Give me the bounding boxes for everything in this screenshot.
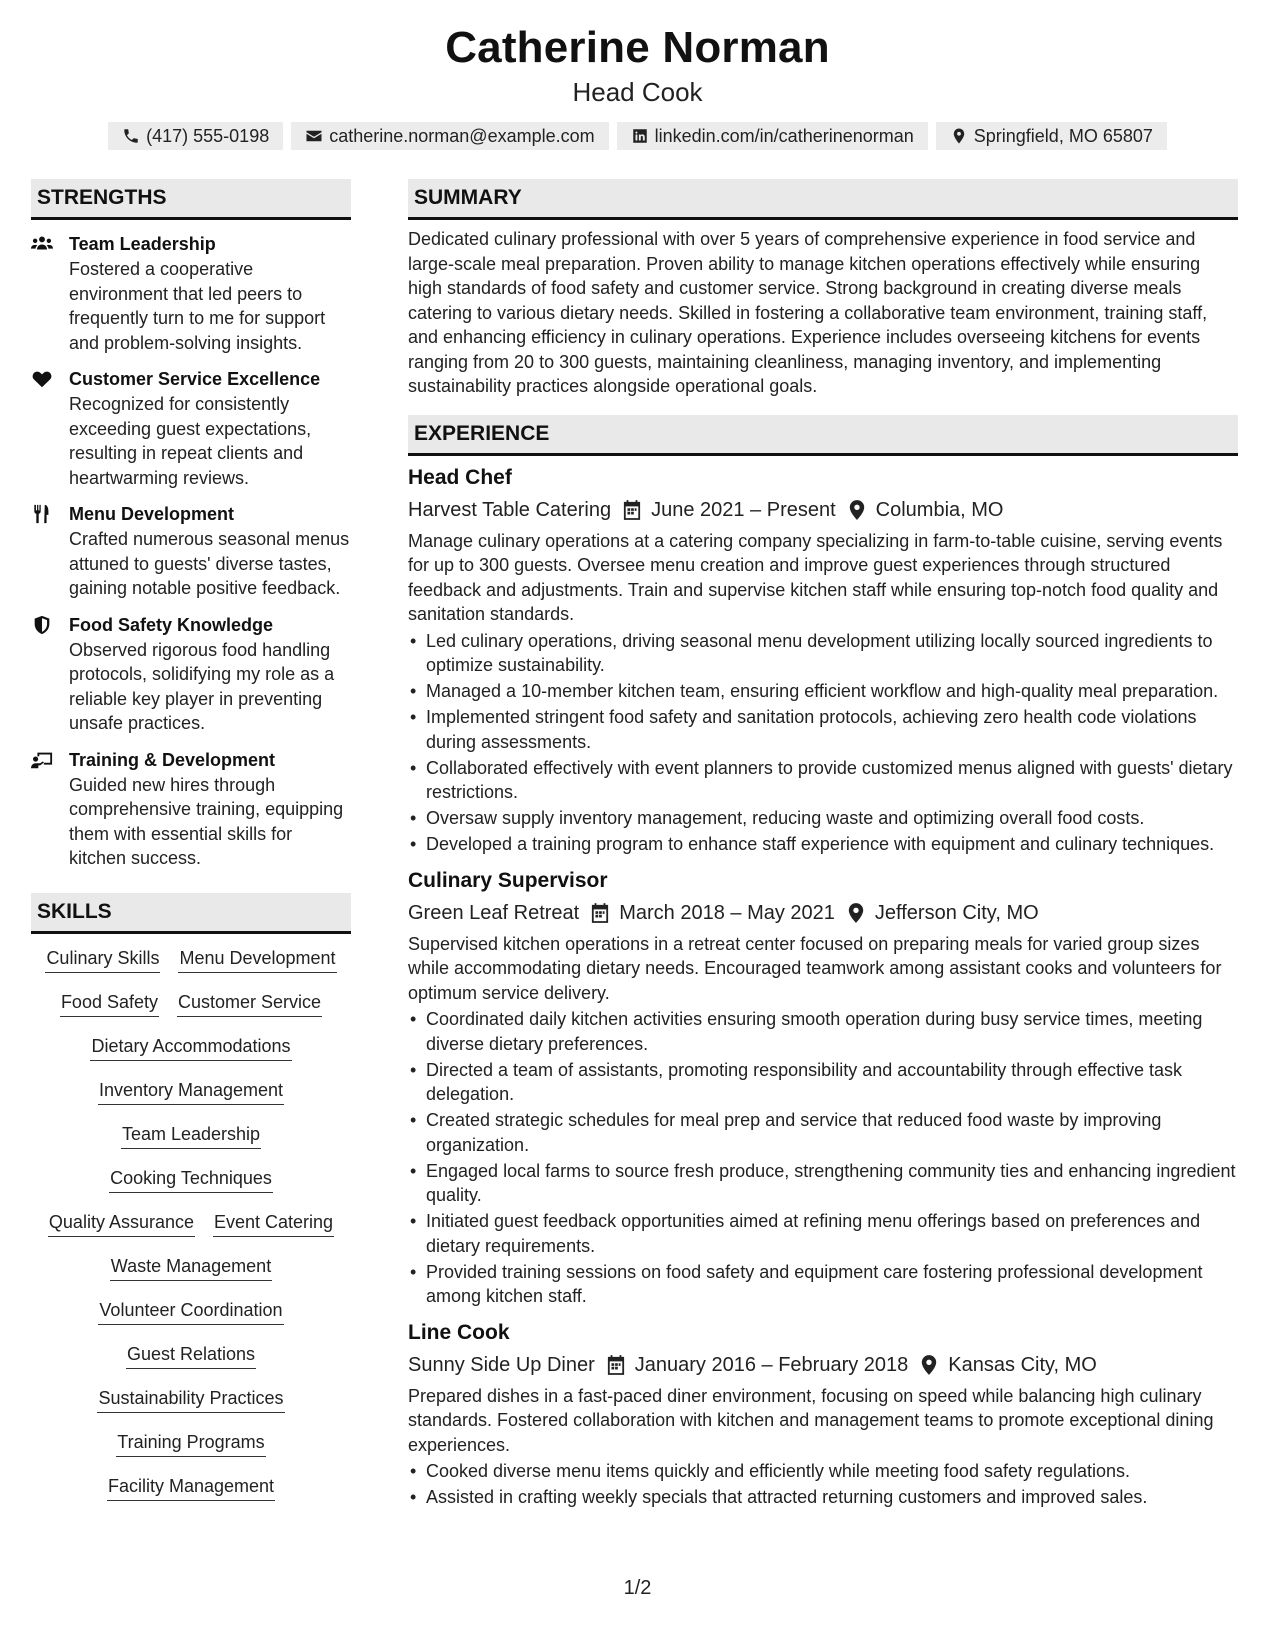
strength-name: Menu Development bbox=[69, 504, 235, 524]
strength-item bbox=[31, 502, 351, 601]
skill-tag: Quality Assurance bbox=[48, 1210, 195, 1237]
linkedin-icon bbox=[631, 127, 649, 145]
strength-desc: Observed rigorous food handling protocols, solidifying my role as a reliable key player in preventing unsafe practices. bbox=[69, 639, 335, 733]
summary-text: Dedicated culinary professional with over 5 years of comprehensive experience in food service and large-scale meal preparation. Proven ability to manage kitchen operations effectively while ensuring high standards of food safety and customer service. Strong background in creating diverse meals catering to various dietary needs. Skilled in fostering a collaborative team environment, training staff, and enhancing efficiency in culinary operations. Experience includes overseeing kitchens for events ranging from 20 to 300 guests, maintaining cleanliness, managing inventory, and implementing sustainability practices alongside operational goals. bbox=[408, 229, 1208, 396]
bullet-item: • Developed a training program to enhance staff experience with equipment and culinary techniques. bbox=[408, 832, 1238, 857]
left-column bbox=[31, 179, 351, 1518]
bullet-item: • Provided training sessions on food safety and equipment care fostering professional development among kitchen staff. bbox=[408, 1260, 1238, 1309]
shield-icon bbox=[31, 615, 53, 635]
location-text: Springfield, MO 65807 bbox=[973, 125, 1153, 146]
skills-list bbox=[31, 934, 351, 1518]
contact-email[interactable] bbox=[291, 122, 608, 150]
linkedin-text[interactable]: linkedin.com/in/catherinenorman bbox=[654, 125, 914, 146]
bullet-item: • Coordinated daily kitchen activities ensuring smooth operation during busy service times, meeting diverse dietary preferences. bbox=[408, 1007, 1238, 1056]
map-marker-icon bbox=[847, 903, 865, 923]
job-dates: January 2016 – February 2018 bbox=[634, 1353, 909, 1376]
skill-tag: Inventory Management bbox=[98, 1078, 284, 1105]
map-marker-icon bbox=[848, 500, 866, 520]
candidate-title: Head Cook bbox=[572, 77, 703, 107]
job-location: Kansas City, MO bbox=[948, 1353, 1097, 1376]
bullet-item: • Collaborated effectively with event planners to provide customized menus aligned with guests' dietary restrictions. bbox=[408, 756, 1238, 805]
job-entry bbox=[408, 867, 1238, 1309]
job-bullets bbox=[408, 1459, 1238, 1510]
heart-icon bbox=[31, 369, 53, 389]
job-dates: June 2021 – Present bbox=[651, 498, 836, 521]
page-number: 1/2 bbox=[623, 1577, 652, 1599]
strength-name: Customer Service Excellence bbox=[69, 369, 321, 389]
skill-tag: Volunteer Coordination bbox=[98, 1298, 283, 1325]
calendar-icon bbox=[607, 1355, 625, 1375]
strength-desc: Recognized for consistently exceeding guest expectations, resulting in repeat clients and heartwarming reviews. bbox=[69, 394, 312, 488]
chalkboard-teacher-icon bbox=[31, 750, 53, 770]
job-meta bbox=[408, 898, 1238, 928]
job-title: Line Cook bbox=[408, 1320, 510, 1344]
summary-heading: SUMMARY bbox=[408, 179, 1238, 220]
job-bullets bbox=[408, 629, 1238, 857]
skills-heading: SKILLS bbox=[31, 893, 351, 934]
skill-tag: Customer Service bbox=[177, 990, 322, 1017]
skill-tag: Dietary Accommodations bbox=[90, 1034, 291, 1061]
strengths-heading: STRENGTHS bbox=[31, 179, 351, 220]
skill-tag: Sustainability Practices bbox=[97, 1386, 284, 1413]
job-company: Harvest Table Catering bbox=[408, 498, 612, 521]
strength-desc: Crafted numerous seasonal menus attuned to guests' diverse tastes, gaining notable positive feedback. bbox=[69, 529, 350, 598]
map-marker-icon bbox=[950, 127, 968, 145]
job-entry bbox=[408, 1319, 1238, 1510]
bullet-item: • Directed a team of assistants, promoting responsibility and accountability through effective task delegation. bbox=[408, 1058, 1238, 1107]
strength-name: Food Safety Knowledge bbox=[69, 614, 274, 635]
job-location: Columbia, MO bbox=[875, 498, 1004, 521]
contact-phone bbox=[108, 122, 283, 150]
candidate-name: Catherine Norman bbox=[445, 23, 830, 72]
skill-tag: Guest Relations bbox=[126, 1342, 256, 1369]
job-company: Green Leaf Retreat bbox=[408, 901, 580, 924]
strength-item bbox=[31, 613, 351, 736]
map-marker-icon bbox=[920, 1355, 938, 1375]
phone-text: (417) 555-0198 bbox=[146, 125, 270, 146]
strength-item bbox=[31, 748, 351, 871]
bullet-item: • Implemented stringent food safety and sanitation protocols, achieving zero health code violations during assessments. bbox=[408, 705, 1238, 754]
contact-location bbox=[936, 122, 1167, 150]
job-title: Culinary Supervisor bbox=[408, 868, 608, 892]
skill-tag: Team Leadership bbox=[121, 1122, 261, 1149]
users-icon bbox=[31, 234, 53, 254]
calendar-icon bbox=[623, 500, 641, 520]
strength-item bbox=[31, 232, 351, 355]
job-meta bbox=[408, 495, 1238, 525]
skill-tag: Menu Development bbox=[178, 946, 336, 973]
skill-tag: Culinary Skills bbox=[45, 946, 160, 973]
utensils-icon bbox=[31, 504, 53, 524]
skill-tag: Training Programs bbox=[116, 1430, 265, 1457]
calendar-icon bbox=[591, 903, 609, 923]
job-title: Head Chef bbox=[408, 465, 512, 489]
skill-tag: Event Catering bbox=[213, 1210, 334, 1237]
bullet-item: • Cooked diverse menu items quickly and efficiently while meeting food safety regulations. bbox=[408, 1459, 1238, 1484]
right-column bbox=[408, 179, 1238, 1511]
bullet-item: • Engaged local farms to source fresh produce, strengthening community ties and enhancing ingredient quality. bbox=[408, 1159, 1238, 1208]
strength-name: Training & Development bbox=[69, 749, 276, 770]
contact-bar bbox=[0, 122, 1275, 150]
job-dates: March 2018 – May 2021 bbox=[619, 901, 835, 924]
resume-header bbox=[0, 22, 1275, 150]
skill-tag: Food Safety bbox=[60, 990, 159, 1017]
job-meta bbox=[408, 1350, 1238, 1380]
email-text[interactable]: catherine.norman@example.com bbox=[329, 125, 595, 146]
bullet-item: • Initiated guest feedback opportunities aimed at refining menu offerings based on preferences and dietary requirements. bbox=[408, 1209, 1238, 1258]
skill-tag: Waste Management bbox=[110, 1254, 272, 1281]
job-company: Sunny Side Up Diner bbox=[408, 1353, 595, 1376]
contact-linkedin[interactable] bbox=[617, 122, 928, 150]
strength-name: Team Leadership bbox=[69, 234, 216, 254]
experience-heading: EXPERIENCE bbox=[408, 415, 1238, 456]
bullet-item: • Led culinary operations, driving seasonal menu development utilizing locally sourced ingredients to optimize sustainability. bbox=[408, 629, 1238, 678]
job-description: Prepared dishes in a fast-paced diner environment, focusing on speed while balancing high culinary standards. Fostered collaboration with kitchen and management teams to promote exceptional dining experiences. bbox=[408, 1385, 1214, 1455]
job-entry bbox=[408, 464, 1238, 857]
skill-tag: Facility Management bbox=[107, 1474, 275, 1501]
strength-desc: Fostered a cooperative environment that led peers to frequently turn to me for support and problem-solving insights. bbox=[69, 259, 326, 353]
bullet-item: • Assisted in crafting weekly specials that attracted returning customers and improved sales. bbox=[408, 1485, 1238, 1510]
phone-icon bbox=[122, 127, 140, 145]
bullet-item: • Created strategic schedules for meal prep and service that reduced food waste by improving organization. bbox=[408, 1108, 1238, 1157]
strength-item bbox=[31, 367, 351, 490]
job-description: Supervised kitchen operations in a retreat center focused on preparing meals for varied group sizes while accommodating dietary needs. Encouraged teamwork among assistant cooks and volunteers for optimum service delivery. bbox=[408, 933, 1222, 1003]
envelope-icon bbox=[305, 127, 323, 145]
skill-tag: Cooking Techniques bbox=[109, 1166, 273, 1193]
bullet-item: • Oversaw supply inventory management, reducing waste and optimizing overall food costs. bbox=[408, 806, 1238, 831]
bullet-item: • Managed a 10-member kitchen team, ensuring efficient workflow and high-quality meal preparation. bbox=[408, 679, 1238, 704]
job-description: Manage culinary operations at a catering company specializing in farm-to-table cuisine, serving events for up to 300 guests. Oversee menu creation and improve guest experiences through structured feedback and adjustments. Train and supervise kitchen staff while ensuring top-notch food quality and sanitation standards. bbox=[408, 530, 1223, 624]
job-bullets bbox=[408, 1007, 1238, 1309]
job-location: Jefferson City, MO bbox=[874, 901, 1039, 924]
strength-desc: Guided new hires through comprehensive training, equipping them with essential skills for kitchen success. bbox=[69, 774, 344, 868]
